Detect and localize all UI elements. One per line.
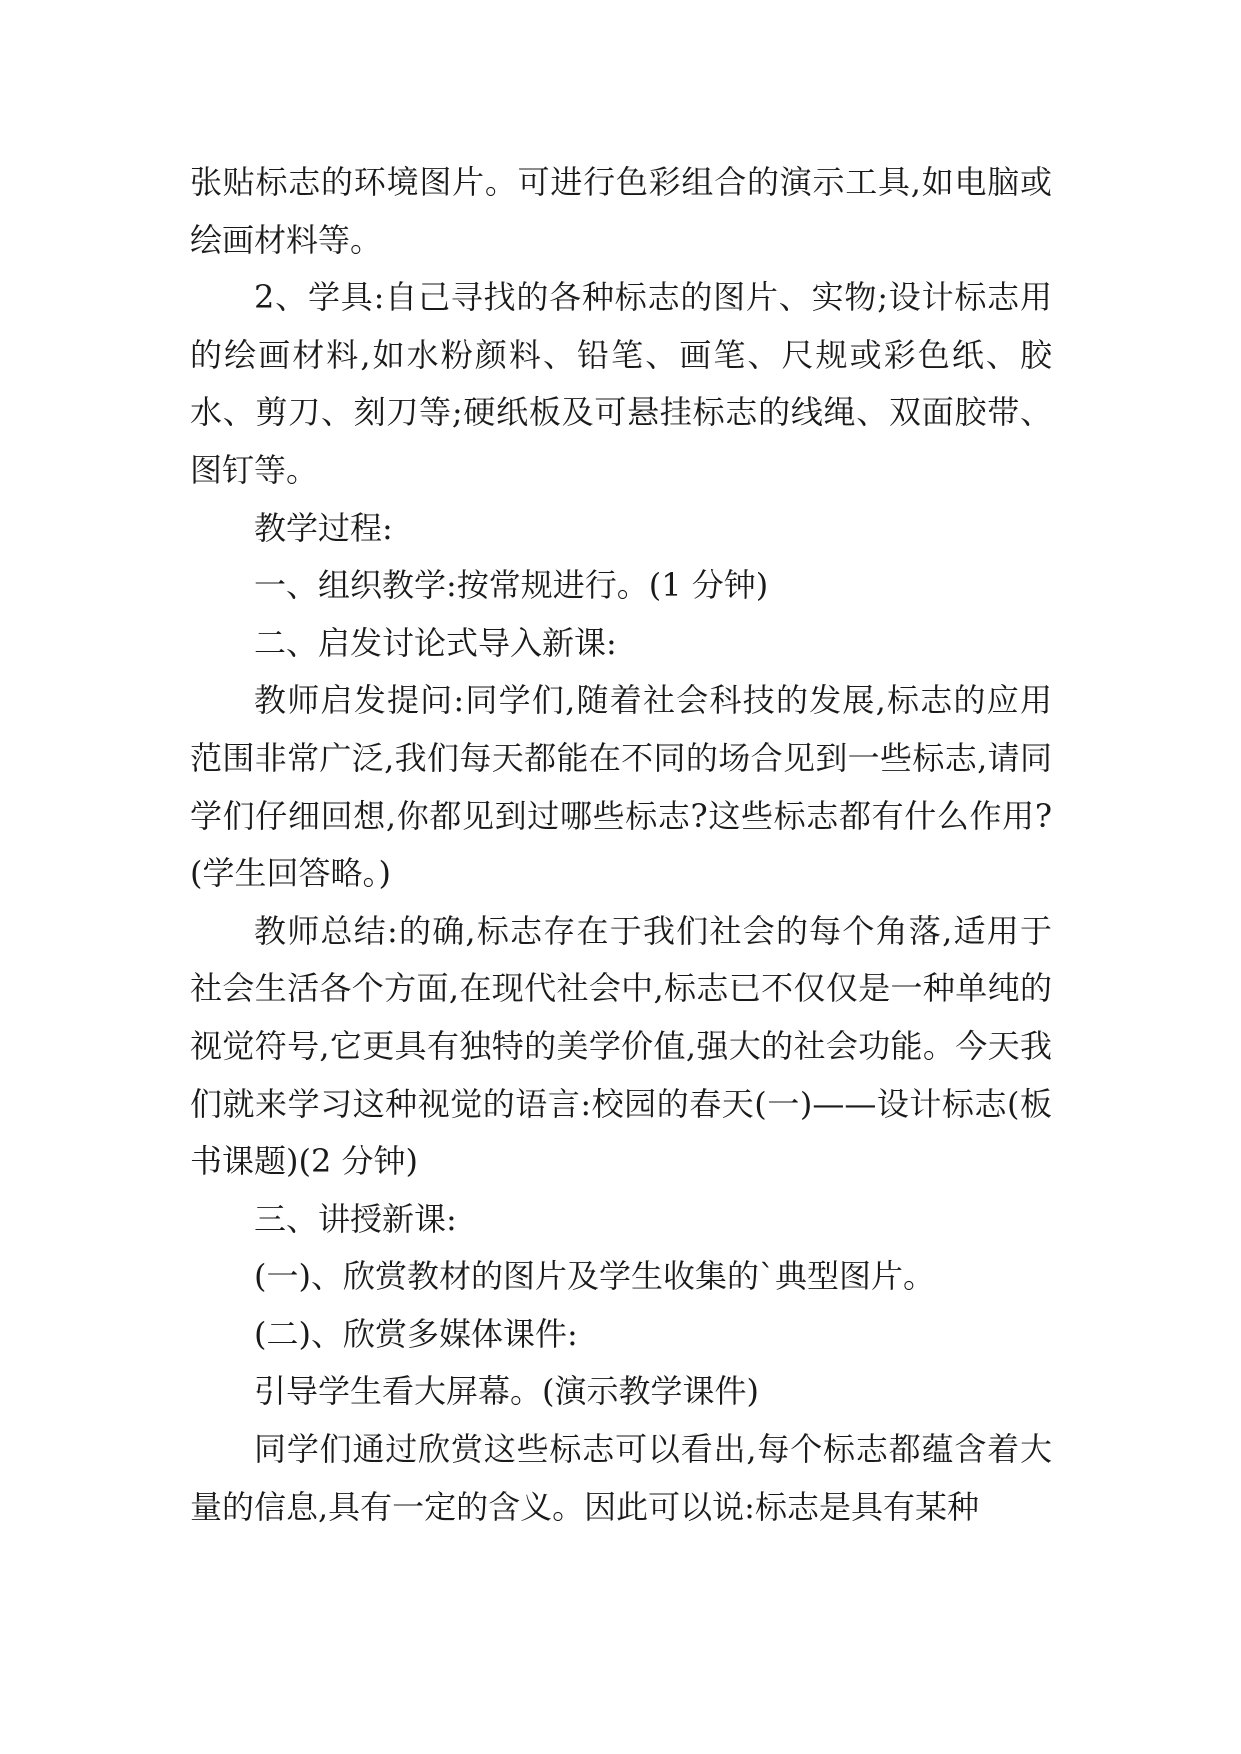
step-organize-teaching: 一、组织教学:按常规进行。(1 分钟) <box>254 566 769 605</box>
heading-teaching-process: 教学过程: <box>254 508 393 547</box>
document-body <box>190 154 1052 1536</box>
substep-appreciate-multimedia: (二)、欣赏多媒体课件: <box>254 1314 578 1353</box>
paragraph-teacher-summary: 教师总结:的确,标志存在于我们社会的每个角落,适用于社会生活各个方面,在现代社会中,标志已不仅仅是一种单纯的视觉符号,它更具有独特的美学价值,强大的社会功能。今天我们就来学习这种视觉的语言:校园的春天(一)——设计标志(板书课题)(2 分钟) <box>190 911 1052 1181</box>
step-teach-new-lesson: 三、讲授新课: <box>254 1199 457 1238</box>
paragraph-student-tools: 2、学具:自己寻找的各种标志的图片、实物;设计标志用的绘画材料,如水粉颜料、铅笔、画笔、尺规或彩色纸、胶水、剪刀、刻刀等;硬纸板及可悬挂标志的线绳、双面胶带、图钉等。 <box>190 278 1052 489</box>
step-introduce-new-lesson: 二、启发讨论式导入新课: <box>254 623 617 662</box>
paragraph-teacher-question: 教师启发提问:同学们,随着社会科技的发展,标志的应用范围非常广泛,我们每天都能在不同的场合见到一些标志,请同学们仔细回想,你都见到过哪些标志?这些标志都有什么作用?(学生回答略。) <box>190 681 1052 893</box>
paragraph-logo-meaning: 同学们通过欣赏这些标志可以看出,每个标志都蕴含着大量的信息,具有一定的含义。因此可以说:标志是具有某种 <box>190 1430 1052 1526</box>
paragraph-materials-continued: 张贴标志的环境图片。可进行色彩组合的演示工具,如电脑或绘画材料等。 <box>190 163 1052 259</box>
paragraph-guide-students: 引导学生看大屏幕。(演示教学课件) <box>254 1372 759 1411</box>
substep-appreciate-pictures: (一)、欣赏教材的图片及学生收集的`典型图片。 <box>254 1257 935 1296</box>
